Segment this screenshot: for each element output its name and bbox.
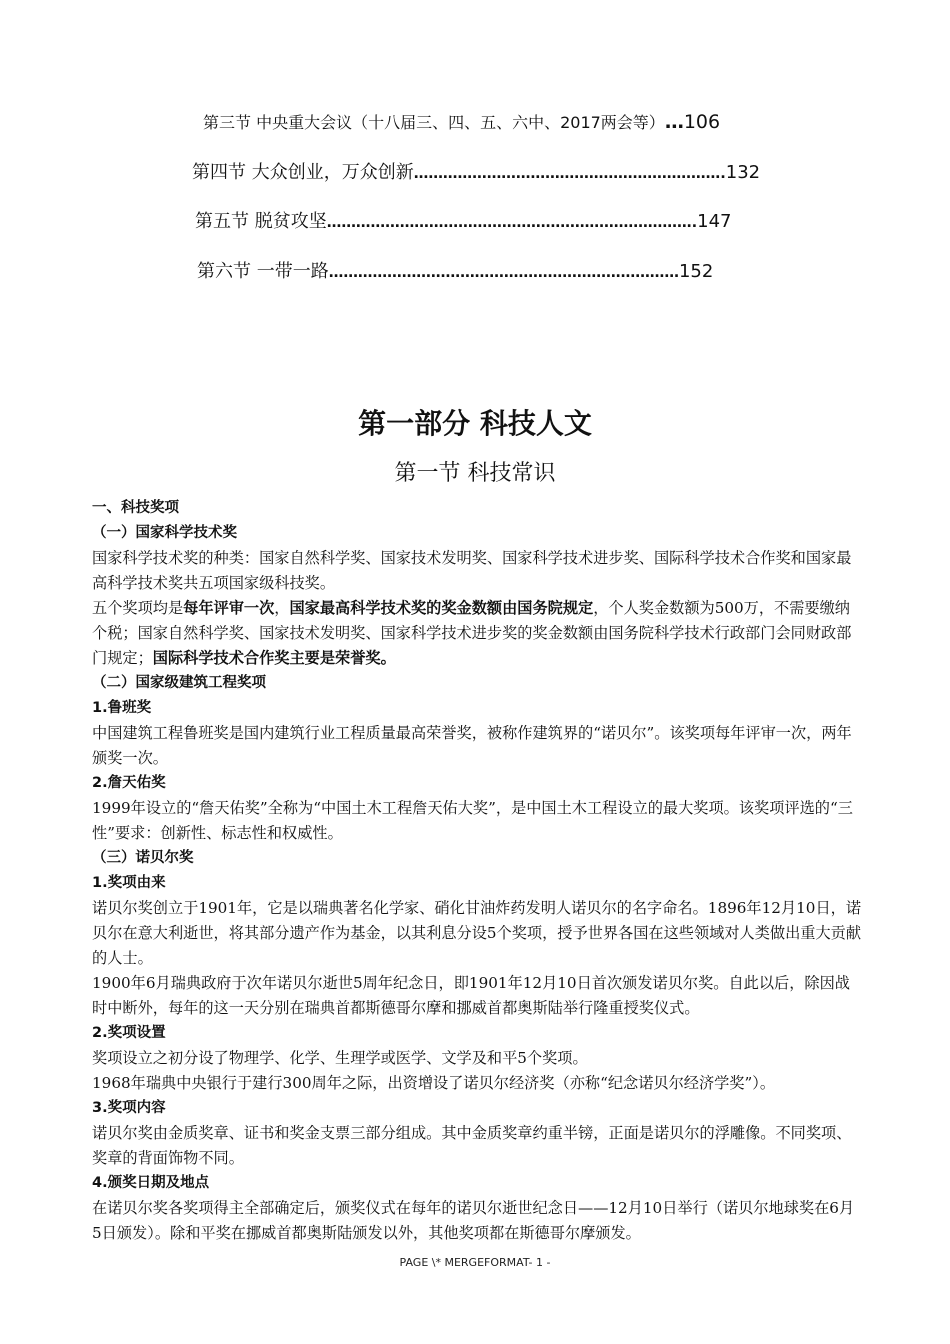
- toc-entry-title: 第五节 脱贫攻坚: [195, 211, 327, 232]
- bold-text: 每年评审一次: [183, 599, 275, 617]
- heading-3: 3.奖项内容: [92, 1100, 166, 1116]
- heading-1: 一、科技奖项: [92, 500, 179, 516]
- toc-entry-dots: ……………………………………………………….: [413, 165, 726, 182]
- paragraph: 中国建筑工程鲁班奖是国内建筑行业工程质量最高荣誉奖，被称作建筑界的“诺贝尔”。该奖项每年评审一次，两年颁奖一次。: [92, 724, 852, 767]
- document-body: [92, 496, 862, 1246]
- heading-2: （二）国家级建筑工程奖项: [92, 675, 266, 691]
- toc-entry-title: 第三节 中央重大会议（十八届三、四、五、六中、2017两会等）: [203, 113, 665, 132]
- section-title: 第一节 科技常识: [394, 461, 556, 486]
- toc-entry-page: 132: [725, 162, 761, 183]
- text-run: ，: [274, 599, 290, 617]
- heading-3: 4.颁奖日期及地点: [92, 1175, 210, 1191]
- toc-entry: [197, 257, 713, 283]
- heading-2: （一）国家科学技术奖: [92, 525, 237, 541]
- toc-entry-dots: …: [664, 111, 684, 133]
- paragraph: 诺贝尔奖由金质奖章、证书和奖金支票三部分组成。其中金质奖章约重半镑，正面是诺贝尔的浮雕像。不同奖项、奖章的背面饰物不同。: [92, 1124, 852, 1167]
- toc-entry: [192, 158, 760, 184]
- bold-text: 国际科学技术合作奖主要是荣誉奖。: [152, 649, 396, 667]
- toc-entry-page: 152: [678, 261, 714, 282]
- toc-entry: [203, 110, 720, 133]
- toc-entry: [195, 207, 731, 233]
- paragraph: 诺贝尔奖创立于1901年，它是以瑞典著名化学家、硝化甘油炸药发明人诺贝尔的名字命名。1896年12月10日，诺贝尔在意大利逝世，将其部分遗产作为基金，以其利息分设5个奖项，授予世界各国在这些领域对人类做出重大贡献的人士。: [92, 899, 862, 967]
- toc-entry-page: 147: [697, 211, 732, 232]
- text-run: ，个人奖金数额为500万，不需要缴纳个税；国家自然科学奖、国家技术发明奖、国家科学技术进步奖的奖金数额由国务院科学技术行政部门会同财政部门规定；: [92, 599, 852, 667]
- text-run: 五个奖项均是: [92, 599, 184, 617]
- toc-entry-dots: ………………………………………………………………….: [326, 214, 698, 231]
- heading-3: 2.奖项设置: [92, 1025, 166, 1041]
- paragraph: [92, 596, 862, 671]
- toc-entry-dots: ………………………………………………………………: [328, 264, 679, 281]
- toc-entry-title: 第四节 大众创业，万众创新: [192, 162, 414, 183]
- heading-2: （三）诺贝尔奖: [92, 850, 194, 866]
- paragraph: 奖项设立之初分设了物理学、化学、生理学或医学、文学及和平5个奖项。: [92, 1049, 588, 1067]
- paragraph: 在诺贝尔奖各奖项得主全部确定后，颁奖仪式在每年的诺贝尔逝世纪念日——12月10日举行（诺贝尔地球奖在6月5日颁发）。除和平奖在挪威首都奥斯陆颁发以外，其他奖项都在斯德哥尔摩颁发。: [92, 1199, 855, 1242]
- bold-text: 国家最高科学技术奖的奖金数额由国务院规定: [289, 599, 594, 617]
- part-title: 第一部分 科技人文: [358, 407, 592, 440]
- toc-entry-title: 第六节 一带一路: [197, 261, 329, 282]
- heading-3: 1.奖项由来: [92, 875, 166, 891]
- paragraph: 1968年瑞典中央银行于建行300周年之际，出资增设了诺贝尔经济奖（亦称“纪念诺贝尔经济学奖”）。: [92, 1074, 776, 1092]
- heading-3: 2.詹天佑奖: [92, 775, 166, 791]
- page-footer: PAGE \* MERGEFORMAT- 1 -: [399, 1256, 551, 1269]
- toc-entry-page: 106: [683, 111, 721, 133]
- heading-3: 1.鲁班奖: [92, 700, 152, 716]
- paragraph: 1999年设立的“詹天佑奖”全称为“中国土木工程詹天佑大奖”，是中国土木工程设立的最大奖项。该奖项评选的“三性”要求：创新性、标志性和权威性。: [92, 799, 853, 842]
- paragraph: 国家科学技术奖的种类：国家自然科学奖、国家技术发明奖、国家科学技术进步奖、国际科学技术合作奖和国家最高科学技术奖共五项国家级科技奖。: [92, 549, 852, 592]
- paragraph: 1900年6月瑞典政府于次年诺贝尔逝世5周年纪念日，即1901年12月10日首次颁发诺贝尔奖。自此以后，除因战时中断外，每年的这一天分别在瑞典首都斯德哥尔摩和挪威首都奥斯陆举行隆重授奖仪式。: [92, 974, 850, 1017]
